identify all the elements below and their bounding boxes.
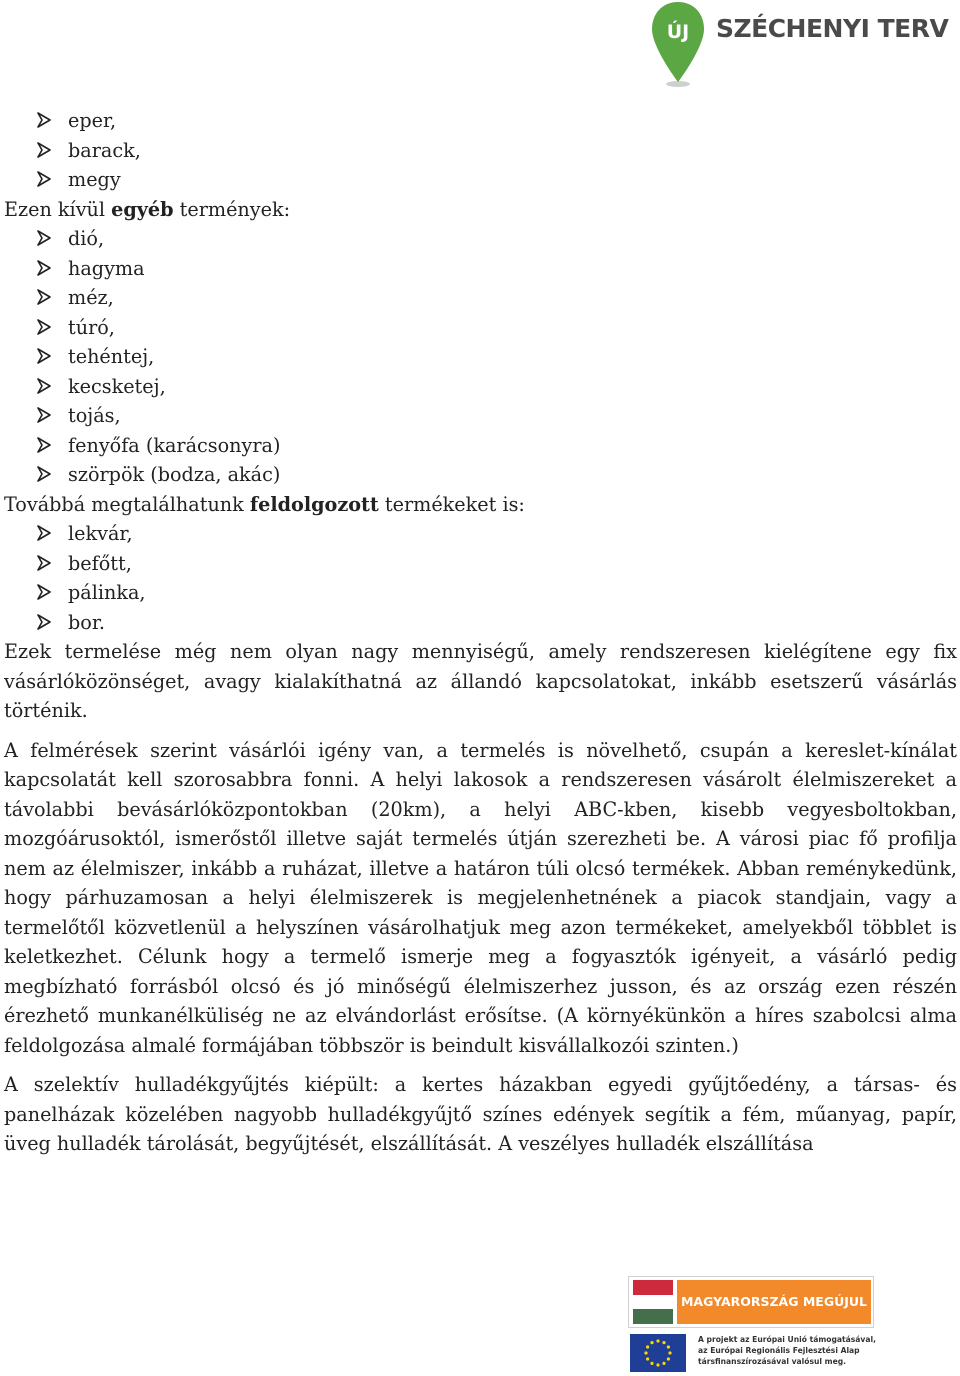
eu-star-icon [668,1351,671,1354]
processed-products-intro: Továbbá megtalálhatunk feldolgozott termékeket is: [4,492,525,516]
list-item: bor. [4,608,957,638]
arrow-bullet-icon [36,525,52,541]
eu-flag-icon [630,1334,686,1372]
arrow-bullet-icon [36,112,52,128]
hungarian-flag-icon [633,1280,673,1324]
eu-star-icon [656,1339,659,1342]
eu-star-icon [656,1363,659,1366]
arrow-bullet-icon [36,584,52,600]
arrow-bullet-icon [36,466,52,482]
banner-box [628,1276,874,1328]
eu-star-icon [650,1362,653,1365]
arrow-bullet-icon [36,260,52,276]
eu-funding-note: A projekt az Európai Unió támogatásával, az Európai Regionális Fejlesztési Alap társfinanszírozásával valósul meg. [698,1335,876,1366]
arrow-bullet-icon [36,142,52,158]
arrow-bullet-icon [36,230,52,246]
paragraph-waste: A szelektív hulladékgyűjtés kiépült: a kertes házakban egyedi gyűjtőedény, a társas- és panelházak közelében nagyobb hulladékgyűjtő színes edények segítik a fém, műanyag, papír, üveg hulladék tárolását, begyűjtését, elszállítását. A veszélyes hulladék elszállítása [4,1073,957,1155]
list-item: dió, [4,224,957,254]
eu-star-icon [662,1341,665,1344]
paragraph-production: Ezek termelése még nem olyan nagy mennyiségű, amely rendszeresen kielégítene egy fix vásárlóközönséget, avagy kialakíthatná az állandó kapcsolatokat, inkább esetszerű vásárlás történik. [4,640,957,722]
list-item: szörpök (bodza, akác) [4,460,957,490]
list-item: túró, [4,313,957,343]
other-products-list [4,224,957,490]
arrow-bullet-icon [36,348,52,364]
arrow-bullet-icon [36,378,52,394]
list-item: pálinka, [4,578,957,608]
fruit-list [4,106,957,195]
magyarorszag-megujul-logo [628,1276,878,1372]
map-pin-icon [650,0,706,88]
processed-products-list [4,519,957,637]
list-item: hagyma [4,254,957,284]
eu-star-icon [644,1351,647,1354]
list-item: méz, [4,283,957,313]
banner-text: MAGYARORSZÁG MEGÚJUL [677,1280,871,1324]
arrow-bullet-icon [36,407,52,423]
other-products-intro: Ezen kívül egyéb termények: [4,197,291,221]
eu-star-icon [646,1357,649,1360]
eu-star-icon [662,1362,665,1365]
list-item: fenyőfa (karácsonyra) [4,431,957,461]
paragraph-demand: A felmérések szerint vásárlói igény van, a termelés is növelhető, csupán a kereslet-kínálat kapcsolatát kell szorosabbra fonni. A helyi lakosok a rendszeresen vásárolt élelmiszereket a távolabbi bevásárlóközpontokban (20km), a helyi ABC-kben, kisebb vegyesboltokban, mozgóárusoktól, ismerőstől illetve saját termelés útján szerezheti be. A városi piac fő profilja nem az élelmiszer, inkább a ruházat, illetve a határon túli olcsó termékek. Abban reménykedünk, hogy párhuzamosan a helyi élelmiszerek is megjelenhetnének a piacok standjain, vagy a termelőtől közvetlenül a helyszínen vásárolhatjuk meg azon termékeket, amelyekből többlet is keletkezhet. Célunk hogy a termelő ismerje meg a fogyasztók igényeit, a vásárló pedig megbízható forrásból olcsó és jó minőségű élelmiszerhez jusson, és az ország ezen részén érezhető munkanélküliség ne az elvándorlást erősítse. (A környékünkön a híres szabolcsi alma feldolgozása almalé formájában többször is beindult kisvállalkozói szinten.) [4,738,957,1057]
eu-star-icon [650,1341,653,1344]
eu-star-icon [667,1345,670,1348]
document-body [4,106,957,1159]
eu-star-icon [667,1357,670,1360]
list-item: befőtt, [4,549,957,579]
list-item: megy [4,165,957,195]
szechenyi-terv-logo [650,0,950,88]
logo-badge: ÚJ [666,21,690,43]
arrow-bullet-icon [36,171,52,187]
eu-star-icon [646,1345,649,1348]
list-item: lekvár, [4,519,957,549]
arrow-bullet-icon [36,319,52,335]
list-item: barack, [4,136,957,166]
logo-text: SZÉCHENYI TERV [716,14,949,43]
list-item: eper, [4,106,957,136]
list-item: kecsketej, [4,372,957,402]
list-item: tojás, [4,401,957,431]
arrow-bullet-icon [36,555,52,571]
arrow-bullet-icon [36,289,52,305]
list-item: tehéntej, [4,342,957,372]
arrow-bullet-icon [36,437,52,453]
arrow-bullet-icon [36,614,52,630]
